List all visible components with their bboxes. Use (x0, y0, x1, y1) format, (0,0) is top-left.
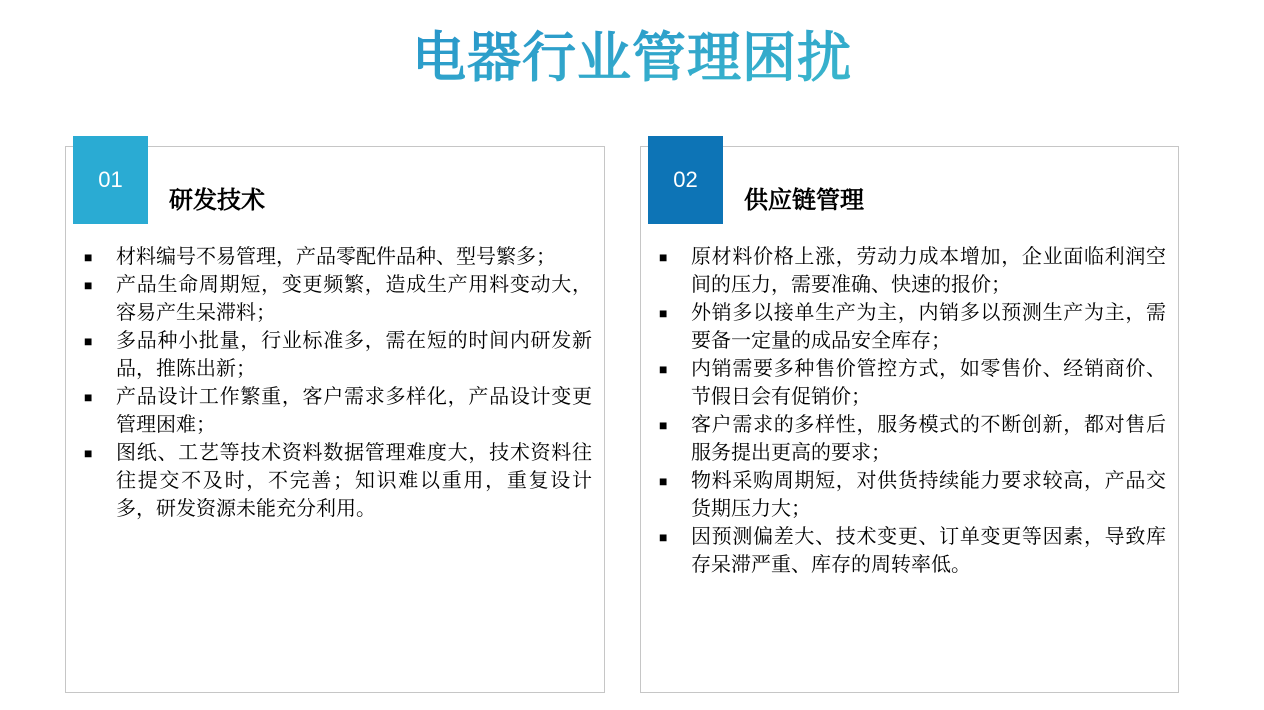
bullet-text: 物料采购周期短，对供货持续能力要求较高，产品交货期压力大； (691, 470, 1166, 520)
bullet-item (659, 355, 1166, 411)
square-bullet-icon: ■ (84, 333, 93, 349)
square-bullet-icon: ■ (84, 445, 93, 461)
bullet-list (66, 243, 604, 523)
square-bullet-icon: ■ (84, 249, 93, 265)
bullet-list (641, 243, 1178, 579)
square-bullet-icon: ■ (659, 305, 668, 321)
bullet-item (84, 271, 592, 327)
bullet-text: 外销多以接单生产为主，内销多以预测生产为主，需要备一定量的成品安全库存； (691, 302, 1166, 352)
bullet-text: 原材料价格上涨，劳动力成本增加，企业面临利润空间的压力，需要准确、快速的报价； (691, 246, 1166, 296)
bullet-item (659, 299, 1166, 355)
bullet-text: 材料编号不易管理，产品零配件品种、型号繁多； (116, 246, 556, 268)
bullet-text: 图纸、工艺等技术资料数据管理难度大，技术资料往往提交不及时，不完善；知识难以重用，重复设计多，研发资源未能充分利用。 (116, 442, 592, 520)
card-number-badge: 02 (648, 136, 723, 224)
bullet-text: 客户需求的多样性，服务模式的不断创新，都对售后服务提出更高的要求； (691, 414, 1166, 464)
square-bullet-icon: ■ (659, 473, 668, 489)
bullet-text: 内销需要多种售价管控方式，如零售价、经销商价、节假日会有促销价； (691, 358, 1166, 408)
square-bullet-icon: ■ (84, 389, 93, 405)
bullet-item (84, 327, 592, 383)
card-heading: 供应链管理 (744, 187, 864, 214)
bullet-text: 因预测偏差大、技术变更、订单变更等因素，导致库存呆滞严重、库存的周转率低。 (691, 526, 1166, 576)
square-bullet-icon: ■ (659, 361, 668, 377)
bullet-item (659, 243, 1166, 299)
square-bullet-icon: ■ (659, 417, 668, 433)
square-bullet-icon: ■ (659, 249, 668, 265)
card-rd-technology (65, 146, 605, 693)
bullet-text: 多品种小批量，行业标准多，需在短的时间内研发新品，推陈出新； (116, 330, 592, 380)
bullet-text: 产品设计工作繁重，客户需求多样化，产品设计变更管理困难； (116, 386, 592, 436)
square-bullet-icon: ■ (84, 277, 93, 293)
bullet-item (84, 439, 592, 523)
card-supply-chain (640, 146, 1179, 693)
bullet-item (659, 411, 1166, 467)
bullet-item (84, 383, 592, 439)
card-heading: 研发技术 (169, 187, 265, 214)
bullet-text: 产品生命周期短，变更频繁，造成生产用料变动大，容易产生呆滞料； (116, 274, 592, 324)
bullet-item (659, 467, 1166, 523)
card-number-badge: 01 (73, 136, 148, 224)
bullet-item (659, 523, 1166, 579)
bullet-item (84, 243, 592, 271)
square-bullet-icon: ■ (659, 529, 668, 545)
page-title: 电器行业管理困扰 (0, 28, 1264, 88)
